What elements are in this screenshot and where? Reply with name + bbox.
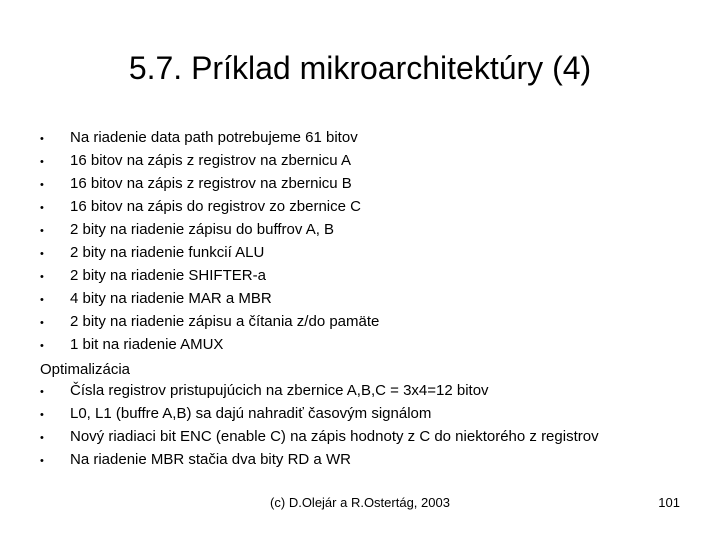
optimization-heading: Optimalizácia <box>40 361 131 378</box>
bullet-icon: • <box>40 133 44 145</box>
slide-title: 5.7. Príklad mikroarchitektúry (4) <box>128 50 592 86</box>
bullet-text: 2 bity na riadenie zápisu do buffrov A, B <box>70 221 335 238</box>
bullet-item <box>40 150 690 173</box>
bullet-item <box>40 242 690 265</box>
bullet-text: Na riadenie data path potrebujeme 61 bitov <box>70 129 358 146</box>
bullet-text: 16 bitov na zápis z registrov na zbernicu A <box>70 152 351 169</box>
bullet-text: 2 bity na riadenie zápisu a čítania z/do pamäte <box>70 313 380 330</box>
bullet-icon: • <box>40 271 44 283</box>
footer-credit: (c) D.Olejár a R.Ostertág, 2003 <box>270 495 450 510</box>
bullet-item <box>40 173 690 196</box>
optimization-item <box>40 426 690 449</box>
bullet-icon: • <box>40 432 44 444</box>
bullet-item <box>40 334 690 357</box>
optimization-item <box>40 449 690 472</box>
bullet-icon: • <box>40 340 44 352</box>
page-number: 101 <box>658 495 680 510</box>
bullet-icon: • <box>40 386 44 398</box>
bullet-text: 2 bity na riadenie funkcií ALU <box>70 244 265 261</box>
optimization-item <box>40 380 690 403</box>
optimization-text: L0, L1 (buffre A,B) sa dajú nahradiť časovým signálom <box>70 405 432 422</box>
bullet-icon: • <box>40 294 44 306</box>
bullet-item <box>40 219 690 242</box>
optimization-section <box>40 359 690 472</box>
bullet-text: 1 bit na riadenie AMUX <box>70 336 224 353</box>
bullet-item <box>40 127 690 150</box>
optimization-text: Na riadenie MBR stačia dva bity RD a WR <box>70 451 351 468</box>
bullet-text: 16 bitov na zápis do registrov zo zbernice C <box>70 198 361 215</box>
bullet-icon: • <box>40 409 44 421</box>
bullet-text: 2 bity na riadenie SHIFTER-a <box>70 267 266 284</box>
bullet-item <box>40 265 690 288</box>
bullet-item <box>40 288 690 311</box>
bullet-list <box>40 127 690 357</box>
bullet-text: 4 bity na riadenie MAR a MBR <box>70 290 272 307</box>
bullet-item <box>40 311 690 334</box>
bullet-icon: • <box>40 156 44 168</box>
bullet-icon: • <box>40 202 44 214</box>
bullet-icon: • <box>40 179 44 191</box>
bullet-icon: • <box>40 455 44 467</box>
optimization-item <box>40 403 690 426</box>
optimization-text: Nový riadiaci bit ENC (enable C) na zápis hodnoty z C do niektorého z registrov <box>70 428 599 445</box>
optimization-text: Čísla registrov pristupujúcich na zbernice A,B,C = 3x4=12 bitov <box>70 382 489 399</box>
bullet-text: 16 bitov na zápis z registrov na zbernicu B <box>70 175 352 192</box>
bullet-item <box>40 196 690 219</box>
bullet-icon: • <box>40 317 44 329</box>
bullet-icon: • <box>40 225 44 237</box>
bullet-icon: • <box>40 248 44 260</box>
